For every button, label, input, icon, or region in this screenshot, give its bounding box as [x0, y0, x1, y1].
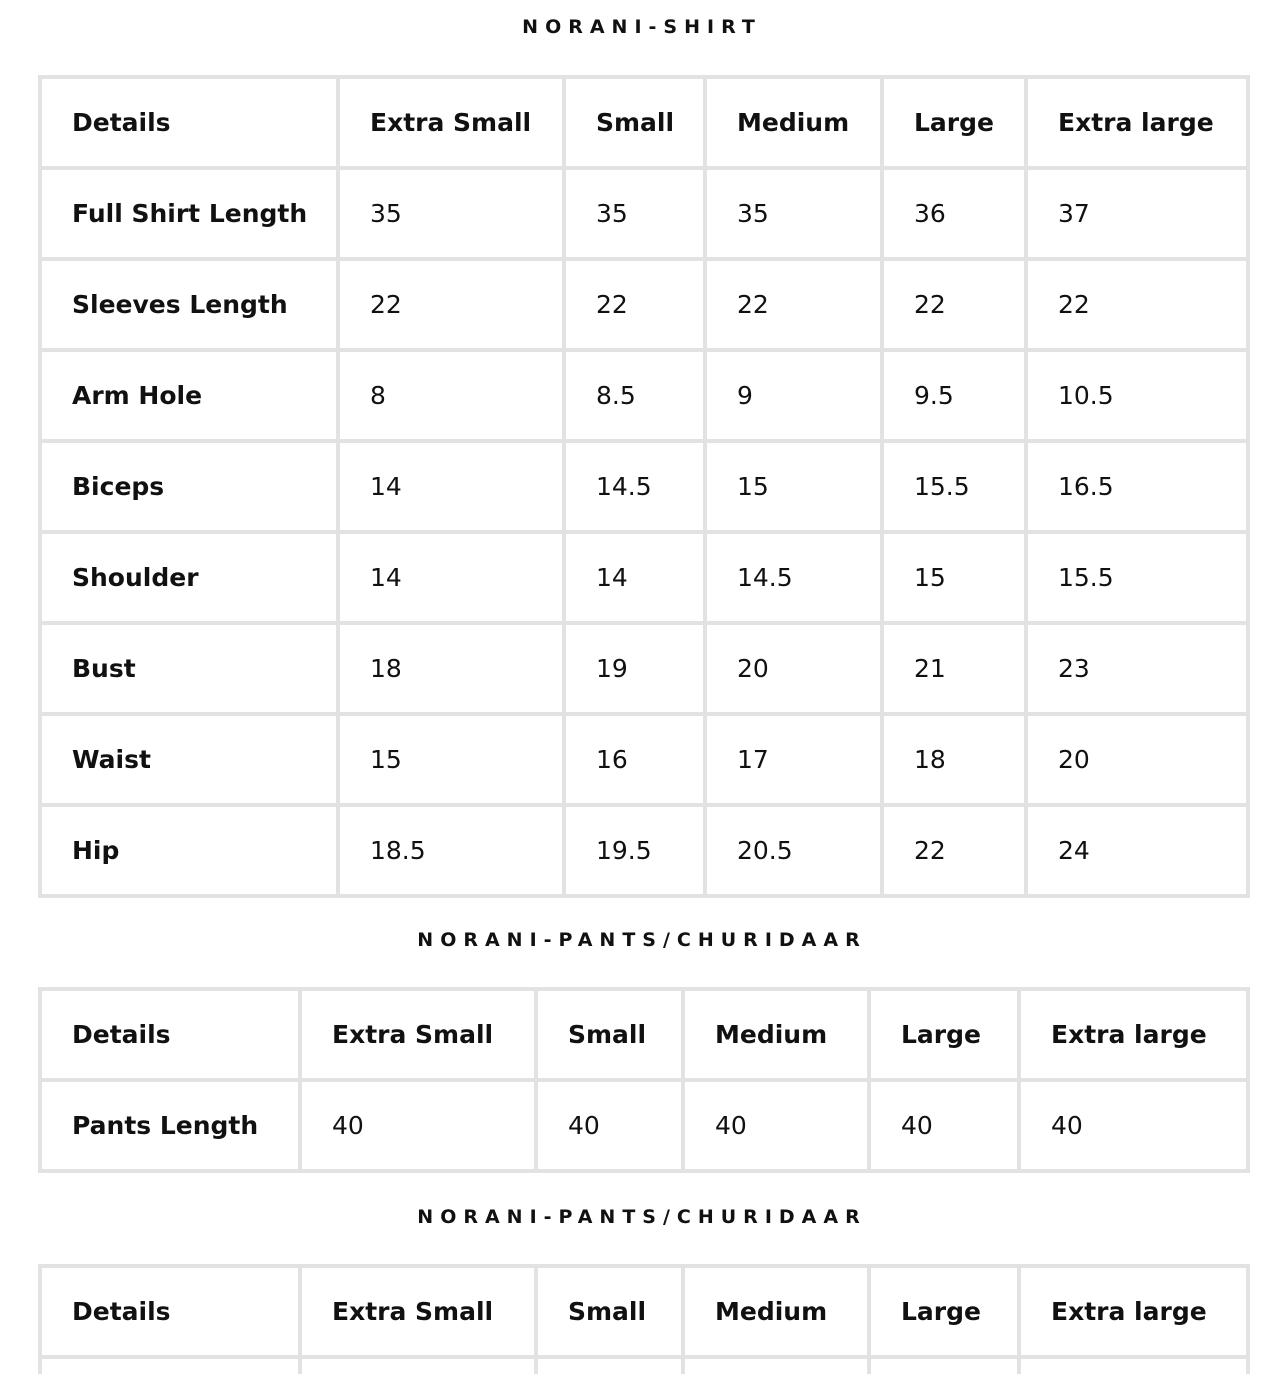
header-extra-small: Extra Small — [302, 991, 534, 1078]
table-header-row — [42, 79, 1246, 166]
row-label: Biceps — [42, 443, 336, 530]
table-cell: 16 — [566, 716, 703, 803]
table-cell: 18.5 — [340, 807, 562, 894]
pants-section-title: NORANI-PANTS/CHURIDAAR — [417, 929, 867, 951]
table-row — [42, 443, 1246, 530]
table-cell: 19 — [566, 625, 703, 712]
row-label: Hip — [42, 807, 336, 894]
pants-size-table — [38, 987, 1250, 1173]
table-cell: 23 — [1028, 625, 1246, 712]
table-cell: 15.5 — [884, 443, 1024, 530]
table-cell — [1021, 1359, 1246, 1374]
table-header-row — [42, 991, 1246, 1078]
header-large: Large — [871, 991, 1017, 1078]
header-extra-small: Extra Small — [302, 1268, 534, 1355]
table-cell: 40 — [871, 1082, 1017, 1169]
table-cell: 21 — [884, 625, 1024, 712]
table-cell: 24 — [1028, 807, 1246, 894]
table-row — [42, 807, 1246, 894]
table-cell: 15 — [707, 443, 880, 530]
table-cell: 20.5 — [707, 807, 880, 894]
row-label: Bust — [42, 625, 336, 712]
table-cell: 40 — [302, 1082, 534, 1169]
table-cell: 40 — [685, 1082, 867, 1169]
header-details: Details — [42, 991, 298, 1078]
table-cell: 18 — [340, 625, 562, 712]
header-extra-small: Extra Small — [340, 79, 562, 166]
table-row — [42, 625, 1246, 712]
table-cell: 19.5 — [566, 807, 703, 894]
table-cell — [538, 1359, 681, 1374]
table-cell: 15 — [884, 534, 1024, 621]
table-cell: 37 — [1028, 170, 1246, 257]
table-cell: 20 — [707, 625, 880, 712]
table-row — [42, 352, 1246, 439]
header-extra-large: Extra large — [1021, 1268, 1246, 1355]
table-cell: 8 — [340, 352, 562, 439]
table-cell: 17 — [707, 716, 880, 803]
row-label: Waist — [42, 716, 336, 803]
header-extra-large: Extra large — [1021, 991, 1246, 1078]
table-cell: 35 — [566, 170, 703, 257]
table-cell: 40 — [538, 1082, 681, 1169]
row-label — [42, 1359, 298, 1374]
pants-section-title-2: NORANI-PANTS/CHURIDAAR — [417, 1206, 867, 1228]
row-label: Pants Length — [42, 1082, 298, 1169]
header-medium: Medium — [685, 991, 867, 1078]
pants-size-table-2 — [38, 1264, 1250, 1374]
row-label: Shoulder — [42, 534, 336, 621]
shirt-size-table — [38, 75, 1250, 898]
table-cell — [871, 1359, 1017, 1374]
row-label: Sleeves Length — [42, 261, 336, 348]
table-cell: 9 — [707, 352, 880, 439]
table-cell: 22 — [340, 261, 562, 348]
table-row — [42, 716, 1246, 803]
table-cell: 8.5 — [566, 352, 703, 439]
table-cell: 14 — [340, 443, 562, 530]
table-cell: 22 — [707, 261, 880, 348]
table-cell: 10.5 — [1028, 352, 1246, 439]
table-cell: 18 — [884, 716, 1024, 803]
table-cell: 9.5 — [884, 352, 1024, 439]
header-extra-large: Extra large — [1028, 79, 1246, 166]
table-cell: 15 — [340, 716, 562, 803]
header-small: Small — [538, 1268, 681, 1355]
table-cell: 15.5 — [1028, 534, 1246, 621]
table-cell: 35 — [707, 170, 880, 257]
table-cell — [302, 1359, 534, 1374]
header-details: Details — [42, 1268, 298, 1355]
table-cell: 20 — [1028, 716, 1246, 803]
table-cell: 40 — [1021, 1082, 1246, 1169]
header-large: Large — [884, 79, 1024, 166]
table-cell: 35 — [340, 170, 562, 257]
header-small: Small — [538, 991, 681, 1078]
table-row — [42, 1082, 1246, 1169]
table-row — [42, 170, 1246, 257]
table-cell: 22 — [1028, 261, 1246, 348]
table-cell: 16.5 — [1028, 443, 1246, 530]
table-cell: 22 — [884, 807, 1024, 894]
row-label: Arm Hole — [42, 352, 336, 439]
header-medium: Medium — [707, 79, 880, 166]
table-cell: 22 — [884, 261, 1024, 348]
table-cell: 14 — [340, 534, 562, 621]
table-row — [42, 1359, 1246, 1374]
header-details: Details — [42, 79, 336, 166]
table-cell: 36 — [884, 170, 1024, 257]
table-row — [42, 261, 1246, 348]
table-cell: 14.5 — [566, 443, 703, 530]
table-cell: 14 — [566, 534, 703, 621]
table-cell — [685, 1359, 867, 1374]
table-row — [42, 534, 1246, 621]
table-cell: 22 — [566, 261, 703, 348]
header-large: Large — [871, 1268, 1017, 1355]
table-cell: 14.5 — [707, 534, 880, 621]
table-header-row — [42, 1268, 1246, 1355]
header-medium: Medium — [685, 1268, 867, 1355]
header-small: Small — [566, 79, 703, 166]
shirt-section-title: NORANI-SHIRT — [522, 16, 762, 38]
row-label: Full Shirt Length — [42, 170, 336, 257]
cropped-table-container — [0, 1264, 1284, 1374]
